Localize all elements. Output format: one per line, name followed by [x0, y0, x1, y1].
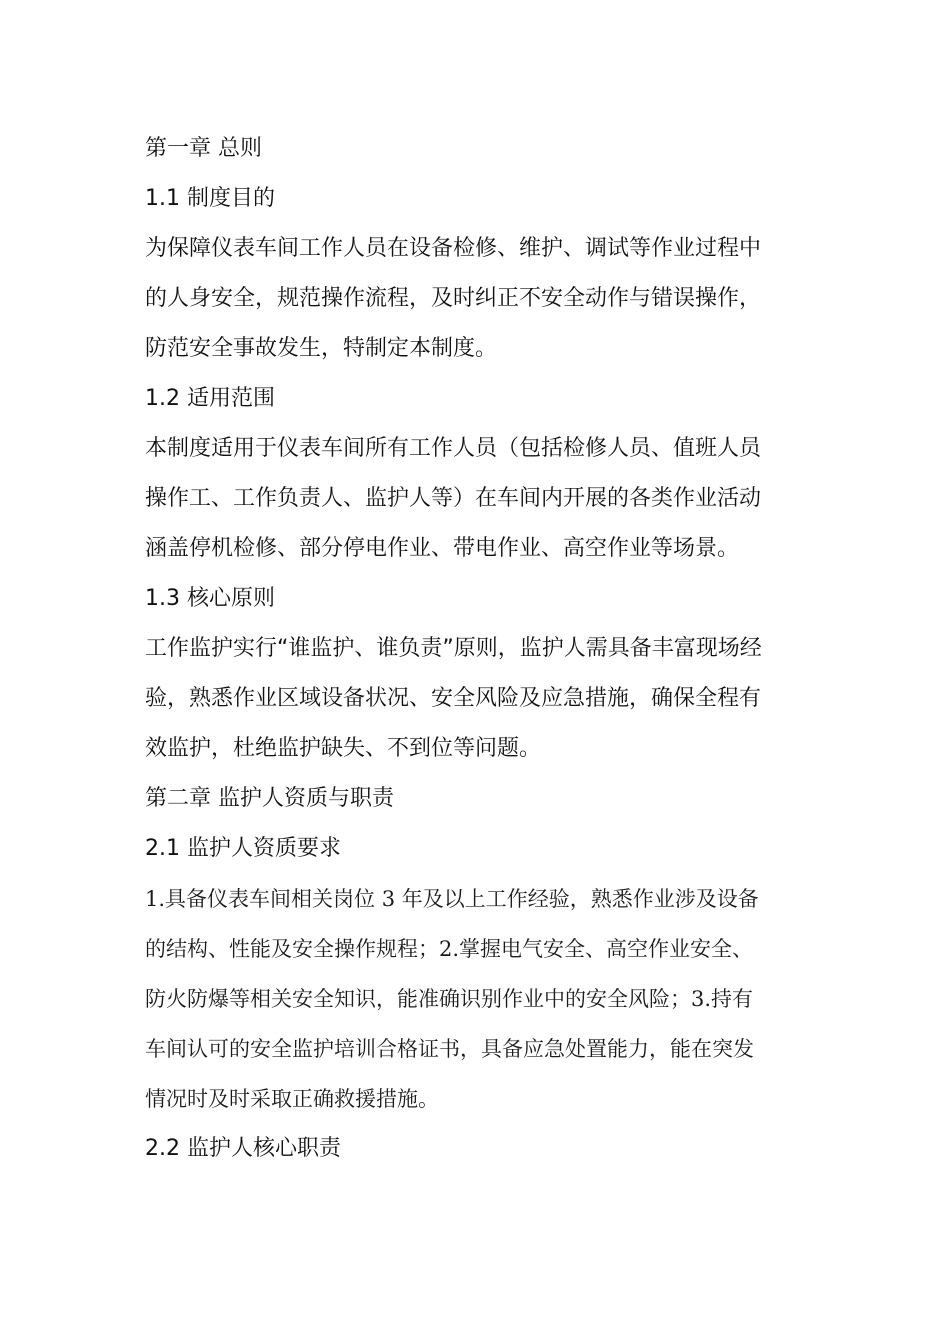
section-1-3-heading: 1.3 核心原则: [145, 586, 275, 611]
paragraph-line: 操作工、工作负责人、监护人等）在车间内开展的各类作业活动: [145, 486, 762, 511]
qualification-line: 1.具备仪表车间相关岗位 3 年及以上工作经验，熟悉作业涉及设备: [145, 887, 759, 911]
qualification-line: 情况时及时采取正确救援措施。: [145, 1087, 439, 1111]
paragraph-line: 本制度适用于仪表车间所有工作人员（包括检修人员、值班人员: [145, 436, 762, 461]
section-1-1-heading: 1.1 制度目的: [145, 186, 275, 211]
section-2-2-heading: 2.2 监护人核心职责: [145, 1136, 341, 1161]
paragraph-line: 防范安全事故发生，特制定本制度。: [145, 336, 498, 361]
qualification-line: 防火防爆等相关安全知识，能准确识别作业中的安全风险；3.持有: [145, 987, 754, 1011]
paragraph-line: 工作监护实行“谁监护、谁负责”原则，监护人需具备丰富现场经: [145, 636, 762, 661]
paragraph-line: 验，熟悉作业区域设备状况、安全风险及应急措施，确保全程有: [145, 686, 762, 711]
section-2-1-heading: 2.1 监护人资质要求: [145, 836, 341, 861]
section-1-2-heading: 1.2 适用范围: [145, 386, 275, 411]
chapter-1-heading: 第一章 总则: [145, 136, 262, 161]
qualification-line: 的结构、性能及安全操作规程；2.掌握电气安全、高空作业安全、: [145, 937, 754, 961]
paragraph-line: 涵盖停机检修、部分停电作业、带电作业、高空作业等场景。: [145, 536, 740, 561]
document-body: [145, 124, 815, 1174]
paragraph-line: 为保障仪表车间工作人员在设备检修、维护、调试等作业过程中: [145, 236, 762, 261]
qualification-line: 车间认可的安全监护培训合格证书，具备应急处置能力，能在突发: [145, 1037, 754, 1061]
paragraph-line: 的人身安全，规范操作流程，及时纠正不安全动作与错误操作，: [145, 286, 762, 311]
chapter-2-heading: 第二章 监护人资质与职责: [145, 786, 394, 811]
paragraph-line: 效监护，杜绝监护缺失、不到位等问题。: [145, 736, 542, 761]
